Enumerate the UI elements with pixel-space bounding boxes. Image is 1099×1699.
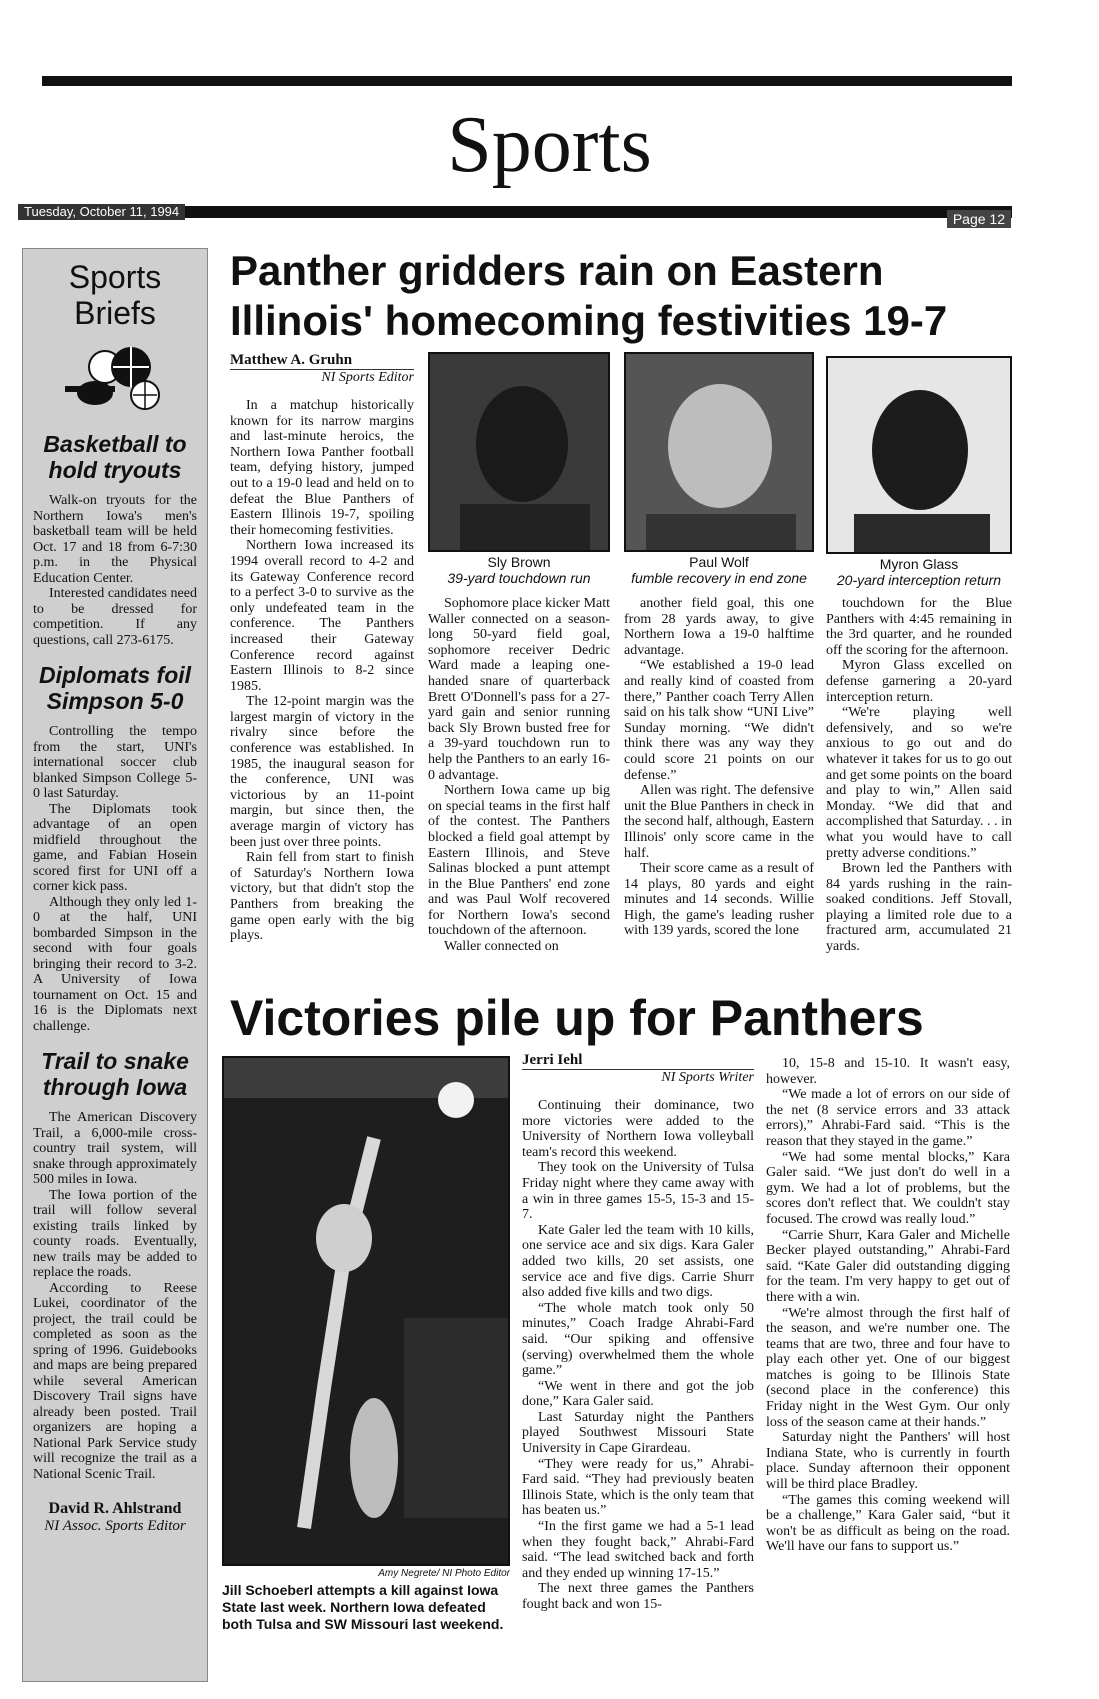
- brief-headline-soccer: Diplomats foil Simpson 5-0: [38, 662, 192, 714]
- portrait-silhouette-icon: [430, 354, 608, 550]
- volleyball-headline: Victories pile up for Panthers: [230, 990, 924, 1046]
- football-headline: Panther gridders rain on Eastern Illinois' homecoming festivities 19-7: [230, 247, 948, 344]
- brief-body-trail: The American Discovery Trail, a 6,000-mile cross-country trail system, will snake through approximately 500 miles in Iowa. The Iowa portion of the trail will follow several existing trails linked by county roads. Eventually, new trails may be added to replace the roads. According to Reese Lukei, coordinator of the project, the trail could be completed as soon as the spring of 1996. Guidebooks and maps are being prepared while several American Discovery Trail signs have already been posted. Trail organizers are hoping a National Park Service study will recognize the trail as a National Scenic Trail.: [33, 1110, 197, 1482]
- volleyball-byline-role: NI Sports Writer: [661, 1070, 754, 1085]
- caption-name-myron-glass: Myron Glass: [879, 556, 959, 572]
- sidebar-title: Sports Briefs: [68, 259, 162, 331]
- football-column-4: touchdown for the Blue Panthers with 4:45 remaining in the 3rd quarter, and he rounded off the scoring for the afternoon. Myron Glass excelled on defense garnering a 20-yard interception return. “We're playing well defensively, and so we're anxious to go out and do whatever it takes for us to go out and get some points on the board and play to win,” Allen said Monday. “We did that and accomplished that Saturday. . . in what you would have to call pretty adverse conditions.” Brown led the Panthers with 84 yards rushing in the rain-soaked conditions. Jeff Stovall, playing a limited role due to a fractured arm, accumulated 21 yards.: [826, 596, 1012, 955]
- sidebar-byline-role: NI Assoc. Sports Editor: [44, 1518, 186, 1534]
- brief-body-basketball: Walk-on tryouts for the Northern Iowa's men's basketball team will be held Oct. 17 and 18 from 6-7:30 p.m. in the Physical Education Center. Interested candidates need to be dressed for competition. If any questions, call 273-6175.: [33, 493, 197, 648]
- caption-desc-sly-brown: 39-yard touchdown run: [447, 570, 591, 586]
- volleyball-column-1: Continuing their dominance, two more victories were added to the University of Northern Iowa volleyball team's record this weekend. They took on the University of Tulsa Friday night where they came away with a win in three games 15-5, 15-3 and 15-7. Kate Galer led the team with 10 kills, one service ace and six digs. Kara Galer added two kills, 20 set assists, one service ace and five digs. Carrie Shurr also added five kills and two digs. “The whole match took only 50 minutes,” Coach Iradge Ahrabi-Fard said. “Our spiking and offensive (serving) overwhelmed them the whole game.” “We went in there and got the job done,” Kara Galer said. Last Saturday night the Panthers played Southwest Missouri State University in Cape Girardeau. “They were ready for us,” Ahrabi-Fard said. “They had previously beaten Illinois State, which is the only team that has beaten us.” “In the first game we had a 5-1 lead when they fought back,” Ahrabi-Fard said. “The lead switched back and forth and they ended up winning 17-15.” The next three games the Panthers fought back and won 15-: [522, 1098, 754, 1612]
- photo-paul-wolf: [624, 352, 814, 552]
- volleyball-byline: Jerri Iehl: [522, 1052, 754, 1070]
- section-title: Sports: [447, 101, 652, 189]
- football-byline: Matthew A. Gruhn: [230, 352, 414, 370]
- brief-headline-trail: Trail to snake through Iowa: [41, 1048, 189, 1100]
- football-byline-role: NI Sports Editor: [321, 370, 414, 385]
- photo-volleyball: [222, 1056, 510, 1566]
- portrait-silhouette-icon: [626, 354, 812, 550]
- sports-briefs-sidebar: [22, 248, 208, 1682]
- top-rule: [42, 76, 1012, 86]
- brief-headline-basketball: Basketball to hold tryouts: [43, 431, 187, 483]
- caption-name-paul-wolf: Paul Wolf: [689, 554, 749, 570]
- caption-desc-myron-glass: 20-yard interception return: [836, 572, 1002, 588]
- football-column-2: Sophomore place kicker Matt Waller connected on a season-long 50-yard field goal, sophomore receiver Dedric Ward made a leaping one-handed snare of quarterback Brett O'Donnell's pass for a 27-yard gain and senior running back Sly Brown busted free for a 39-yard touchdown run to help the Panthers to an early 16-0 advantage. Northern Iowa came up big on special teams in the first half of the contest. The Panthers blocked a field goal attempt by Eastern Illinois, and Steve Salinas blocked a punt attempt in the Blue Panthers' end zone and was Paul Wolf recovered for Northern Iowa's second touchdown of the afternoon. Waller connected on: [428, 596, 610, 955]
- photo-myron-glass: [826, 356, 1012, 554]
- volleyball-byline-block: [522, 1052, 754, 1086]
- portrait-silhouette-icon: [828, 358, 1010, 552]
- football-column-3: another field goal, this one from 28 yards away, to give Northern Iowa a 19-0 halftime advantage. “We established a 19-0 lead and really kind of coasted from there,” Panther coach Terry Allen said on his talk show “UNI Live” Sunday morning. “We didn't think there was any way they could score 21 points on our defense.” Allen was right. The defensive unit the Blue Panthers in check in the second half, although, Eastern Illinois' only score came in the half. Their score came as a result of 14 plays, 80 yards and eight minutes and 14 seconds. Willie High, the game's leading rusher with 139 yards, scored the lone: [624, 596, 814, 939]
- brief-body-soccer: Controlling the tempo from the start, UNI's international soccer club blanked Simpson College 5-0 last Saturday. The Diplomats took advantage of an open midfield throughout the game, and Fabian Hosein scored first for UNI off a corner kick pass. Although they only led 1-0 at the half, UNI bombarded Simpson in the second with four goals bringing their record to 3-2. A University of Iowa tournament on Oct. 15 and 16 is the Diplomats next challenge.: [33, 724, 197, 1034]
- issue-date: Tuesday, October 11, 1994: [18, 204, 185, 220]
- page-number: Page 12: [947, 210, 1011, 228]
- sports-balls-icon: [55, 337, 175, 417]
- football-byline-block: [230, 352, 414, 386]
- volleyball-column-2: 10, 15-8 and 15-10. It wasn't easy, however. “We made a lot of errors on our side of the net (8 service errors and 33 attack errors),” Ahrabi-Fard said. “This is the reason that they stayed in the game.” “We had some mental blocks,” Kara Galer said. “We just don't do well in a gym. We had a lot of problems, but the scores don't reflect that. We couldn't stay focused. The crowd was really loud.” “Carrie Shurr, Kara Galer and Michelle Becker played outstanding,” Ahrabi-Fard said. “Kate Galer did outstanding digging for the team. I'm very happy to get out of there with a win. “We're almost through the first half of the season, and we're number one. The teams that are two, three and four have to play each other yet. One of our biggest matches is going to be Illinois State (second place in the conference) this Friday night in the West Gym. Our only loss of the season came at their hands.” Saturday night the Panthers' will host Indiana State, who is currently in fourth place. Sunday afternoon their opponent will be third place Bradley. “The games this coming weekend will be a challenge,” Kara Galer said, “but it won't be as difficult as being on the road. We'll have our fans to support us.”: [766, 1056, 1010, 1555]
- football-column-1: In a matchup historically known for its narrow margins and last-minute heroics, the Northern Iowa Panther football team, defying history, jumped out to a 19-0 lead and held on to defeat the Blue Panthers of Eastern Illinois 19-7, spoiling their homecoming festivities. Northern Iowa increased its 1994 overall record to 4-2 and its Gateway Conference record to a perfect 3-0 to survive as the only undefeated team in the conference. The Panthers increased their Gateway Conference record against Eastern Illinois to 8-2 since 1985. The 12-point margin was the largest margin of victory in the rivalry since before the conference was established. In 1985, the inaugural season for the conference, UNI was victorious by an 11-point margin, but since then, the average margin of victory has been just over three points. Rain fell from start to finish of Saturday's Northern Iowa victory, but that didn't stop the Panthers from breaking the game open early with the big plays.: [230, 398, 414, 944]
- volleyball-action-image: [224, 1058, 508, 1564]
- caption-desc-paul-wolf: fumble recovery in end zone: [631, 570, 807, 586]
- sidebar-byline: David R. Ahlstrand: [48, 1500, 182, 1517]
- photo-credit: Amy Negrete/ NI Photo Editor: [378, 1568, 510, 1579]
- photo-caption: Jill Schoeberl attempts a kill against Iowa State last week. Northern Iowa defeated both Tulsa and SW Missouri last weekend.: [222, 1582, 504, 1632]
- photo-sly-brown: [428, 352, 610, 552]
- caption-name-sly-brown: Sly Brown: [487, 554, 551, 570]
